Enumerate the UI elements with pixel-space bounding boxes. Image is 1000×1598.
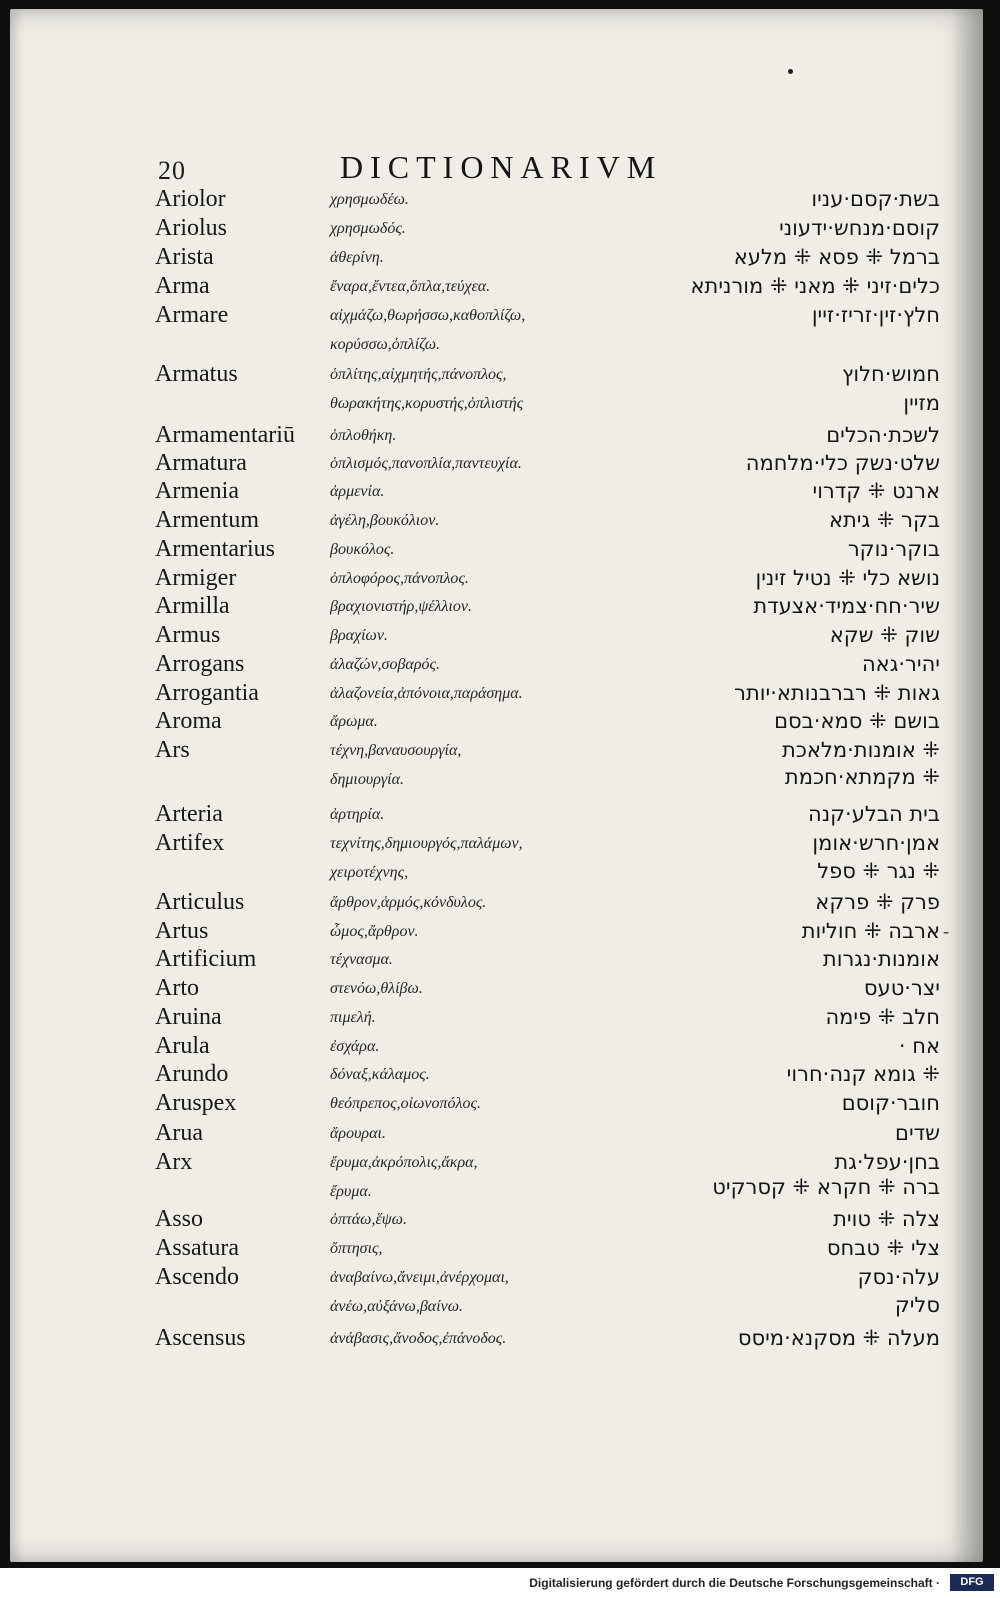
latin-headword: Arua bbox=[155, 1120, 203, 1146]
greek-gloss-continuation: ἔρυμα. bbox=[330, 1183, 372, 1200]
latin-headword: Armare bbox=[155, 302, 229, 328]
latin-headword: Arundo bbox=[155, 1061, 229, 1087]
greek-gloss: ἔναρα,ἔντεα,ὅπλα,τεύχεα. bbox=[330, 278, 491, 295]
greek-gloss: τεχνίτης,δημιουργός,παλάμων, bbox=[330, 835, 523, 852]
greek-gloss: χρησμωδός. bbox=[330, 220, 406, 237]
greek-gloss-continuation: χειροτέχνης, bbox=[330, 864, 409, 881]
entry-row bbox=[10, 737, 983, 767]
hebrew-gloss: שיר·חח·צמיד·אצעדת bbox=[753, 594, 940, 618]
entry-row bbox=[10, 273, 983, 303]
greek-gloss: χρησμωδέω. bbox=[330, 191, 409, 208]
greek-gloss: θεόπρεπος,οἰωνοπόλος. bbox=[330, 1095, 481, 1112]
entry-row bbox=[10, 946, 983, 976]
entry-row bbox=[10, 593, 983, 623]
running-header-title: DICTIONARIVM bbox=[340, 149, 663, 185]
hebrew-gloss: אח · bbox=[898, 1034, 940, 1058]
greek-gloss: ἀνάβασις,ἄνοδος,ἐπάνοδος. bbox=[330, 1330, 507, 1347]
greek-gloss: ὄπτησις, bbox=[330, 1240, 383, 1257]
latin-headword: Arula bbox=[155, 1033, 210, 1059]
latin-headword: Ariolus bbox=[155, 215, 227, 241]
greek-gloss-continuation: κορύσσω,ὁπλίζω. bbox=[330, 336, 441, 353]
greek-gloss: τέχνασμα. bbox=[330, 951, 393, 968]
entry-row bbox=[10, 507, 983, 537]
latin-headword: Armentum bbox=[155, 507, 259, 533]
hebrew-gloss-continuation: סליק bbox=[894, 1293, 940, 1317]
greek-gloss: ἄρωμα. bbox=[330, 713, 378, 730]
footer-credit-text: Digitalisierung gefördert durch die Deutsche Forschungsgemeinschaft · bbox=[529, 1576, 940, 1590]
entry-row bbox=[10, 1206, 983, 1236]
greek-gloss: ὁπλίτης,αἰχμητής,πάνοπλος, bbox=[330, 366, 507, 383]
hebrew-gloss-continuation: ברה ⁜ חקרא ⁜ קסרקיט bbox=[712, 1175, 940, 1199]
page-number: 20 bbox=[158, 156, 186, 185]
entry-row bbox=[10, 215, 983, 245]
greek-gloss: τέχνη,βαναυσουργία, bbox=[330, 742, 462, 759]
hebrew-gloss: בשת·קסם·עניו bbox=[811, 187, 940, 211]
entry-row bbox=[10, 244, 983, 274]
latin-headword: Armentarius bbox=[155, 536, 275, 562]
greek-gloss: ἀθερίνη. bbox=[330, 249, 384, 266]
latin-headword: Ariolor bbox=[155, 186, 226, 212]
hebrew-gloss: עלה·נסק bbox=[857, 1265, 940, 1289]
entry-row bbox=[10, 1061, 983, 1091]
entry-row bbox=[10, 622, 983, 652]
entry-row bbox=[10, 918, 983, 948]
dfg-logo: DFG bbox=[950, 1574, 994, 1591]
latin-headword: Ascensus bbox=[155, 1325, 246, 1351]
latin-headword: Assatura bbox=[155, 1235, 239, 1261]
latin-headword: Arto bbox=[155, 975, 199, 1001]
hebrew-gloss: יהיר·גאה bbox=[861, 652, 940, 676]
greek-gloss: ὁπλοθήκη. bbox=[330, 427, 397, 444]
hebrew-gloss: ארבה ⁜ חוליות bbox=[801, 919, 940, 943]
margin-mark: ‑ bbox=[943, 921, 949, 941]
latin-headword: Artifex bbox=[155, 830, 225, 856]
greek-gloss: βραχιονιστήρ,ψέλλιον. bbox=[330, 598, 472, 615]
latin-headword: Arx bbox=[155, 1149, 193, 1175]
greek-gloss: βουκόλος. bbox=[330, 541, 395, 558]
greek-gloss: αἰχμάζω,θωρήσσω,καθοπλίζω, bbox=[330, 307, 526, 324]
latin-headword: Aruspex bbox=[155, 1090, 237, 1116]
latin-headword: Armenia bbox=[155, 478, 239, 504]
hebrew-gloss-continuation: ⁜ מקמתא·חכמת bbox=[784, 765, 940, 789]
greek-gloss: ἀγέλη,βουκόλιον. bbox=[330, 512, 440, 529]
hebrew-gloss: צלה ⁜ טוית bbox=[833, 1207, 940, 1231]
latin-headword: Arma bbox=[155, 273, 210, 299]
hebrew-gloss: מעלה ⁜ מסקנא·מיסס bbox=[737, 1326, 940, 1350]
hebrew-gloss: כלים·זיני ⁜ מאני ⁜ מורניתא bbox=[690, 274, 940, 298]
entry-row bbox=[10, 975, 983, 1005]
hebrew-gloss: חלב ⁜ פימה bbox=[825, 1005, 940, 1029]
greek-gloss: ἐσχάρα. bbox=[330, 1038, 380, 1055]
greek-gloss: ἀρμενία. bbox=[330, 483, 385, 500]
greek-gloss: ὀπτάω,ἕψω. bbox=[330, 1211, 407, 1228]
entry-row bbox=[10, 889, 983, 919]
latin-headword: Armus bbox=[155, 622, 221, 648]
entry-row bbox=[10, 830, 983, 860]
hebrew-gloss: אומנות·נגרות bbox=[822, 947, 940, 971]
latin-headword: Asso bbox=[155, 1206, 204, 1232]
hebrew-gloss: בית הבלע·קנה bbox=[808, 802, 940, 826]
greek-gloss: ἀλαζών,σοβαρός. bbox=[330, 656, 440, 673]
entry-row bbox=[10, 1120, 983, 1150]
greek-gloss: ἀλαζονεία,ἀπόνοια,παράσημα. bbox=[330, 685, 523, 702]
latin-headword: Aroma bbox=[155, 708, 222, 734]
hebrew-gloss: יצר·טעס bbox=[863, 976, 940, 1000]
latin-headword: Armatus bbox=[155, 361, 238, 387]
latin-headword: Articulus bbox=[155, 889, 245, 915]
book-page bbox=[10, 9, 983, 1562]
greek-gloss: ὦμος,ἄρθρον. bbox=[330, 923, 419, 940]
hebrew-gloss: ⁜ גומא קנה·חרוי bbox=[786, 1062, 940, 1086]
entry-row bbox=[10, 361, 983, 391]
latin-headword: Armiger bbox=[155, 565, 237, 591]
hebrew-gloss-continuation: ⁜ נגר ⁜ ספל bbox=[817, 859, 940, 883]
hebrew-gloss: ברמל ⁜ פסא ⁜ מלעא bbox=[733, 245, 940, 269]
hebrew-gloss: שלט·נשק כלי·מלחמה bbox=[745, 451, 940, 475]
latin-headword: Arrogans bbox=[155, 651, 245, 677]
hebrew-gloss: צלי ⁜ טבחס bbox=[826, 1236, 940, 1260]
hebrew-gloss: חמוש·חלוץ bbox=[842, 362, 940, 386]
entry-row bbox=[10, 1235, 983, 1265]
latin-headword: Armatura bbox=[155, 450, 247, 476]
entry-row bbox=[10, 680, 983, 710]
entry-row bbox=[10, 708, 983, 738]
entry-row bbox=[10, 302, 983, 332]
entry-row bbox=[10, 801, 983, 831]
hebrew-gloss: שוק ⁜ שקא bbox=[829, 623, 940, 647]
hebrew-gloss: אמן·חרש·אומן bbox=[812, 831, 940, 855]
latin-headword: Ars bbox=[155, 737, 190, 763]
greek-gloss: στενόω,θλίβω. bbox=[330, 980, 423, 997]
entry-row bbox=[10, 478, 983, 508]
entry-row bbox=[10, 565, 983, 595]
hebrew-gloss: שדים bbox=[895, 1121, 940, 1145]
greek-gloss: ἀναβαίνω,ἄνειμι,ἀνέρχομαι, bbox=[330, 1269, 509, 1286]
greek-gloss: ὁπλισμός,πανοπλία,παντευχία. bbox=[330, 455, 522, 472]
entry-row bbox=[10, 450, 983, 480]
greek-gloss: βραχίων. bbox=[330, 627, 388, 644]
latin-headword: Armamentariū bbox=[155, 422, 295, 448]
hebrew-gloss: גאות ⁜ רברבנותא·יותר bbox=[734, 681, 940, 705]
entry-row bbox=[10, 536, 983, 566]
greek-gloss-continuation: θωρακήτης,κορυστής,ὁπλιστής bbox=[330, 395, 524, 412]
entry-row bbox=[10, 186, 983, 216]
entry-row bbox=[10, 422, 983, 452]
hebrew-gloss: בושם ⁜ סמא·בסם bbox=[774, 709, 940, 733]
greek-gloss: ἀρτηρία. bbox=[330, 806, 385, 823]
ink-dot bbox=[788, 69, 793, 74]
hebrew-gloss: חלץ·זין·זריז·זיין bbox=[811, 303, 940, 327]
entry-row bbox=[10, 651, 983, 681]
entry-row bbox=[10, 1264, 983, 1294]
greek-gloss-continuation: ἀνέω,αὐξάνω,βαίνω. bbox=[330, 1298, 464, 1315]
entry-row bbox=[10, 1325, 983, 1355]
hebrew-gloss: בחן·עפל·גת bbox=[834, 1150, 940, 1174]
hebrew-gloss: חובר·קוסם bbox=[841, 1091, 940, 1115]
latin-headword: Artificium bbox=[155, 946, 257, 972]
greek-gloss-continuation: δημιουργία. bbox=[330, 771, 405, 788]
entry-row bbox=[10, 1004, 983, 1034]
greek-gloss: δόναξ,κάλαμος. bbox=[330, 1066, 430, 1083]
latin-headword: Aruina bbox=[155, 1004, 222, 1030]
hebrew-gloss: ⁜ אומנות·מלאכת bbox=[781, 738, 940, 762]
hebrew-gloss: נושא כלי ⁜ נטיל זינין bbox=[755, 566, 940, 590]
latin-headword: Arista bbox=[155, 244, 214, 270]
greek-gloss: ἔρυμα,ἀκρόπολις,ἄκρα, bbox=[330, 1154, 478, 1171]
greek-gloss: ἄρουραι. bbox=[330, 1125, 386, 1142]
entry-row bbox=[10, 1033, 983, 1063]
latin-headword: Armilla bbox=[155, 593, 230, 619]
greek-gloss: ἄρθρον,ἁρμός,κόνδυλος. bbox=[330, 894, 487, 911]
latin-headword: Artus bbox=[155, 918, 209, 944]
hebrew-gloss: בקר ⁜ גיתא bbox=[828, 508, 940, 532]
hebrew-gloss: בוקר·נוקר bbox=[847, 537, 940, 561]
latin-headword: Arteria bbox=[155, 801, 223, 827]
latin-headword: Ascendo bbox=[155, 1264, 239, 1290]
hebrew-gloss: קוסם·מנחש·ידעוני bbox=[779, 216, 940, 240]
digitization-footer bbox=[0, 1568, 1000, 1598]
hebrew-gloss: פרק ⁜ פרקא bbox=[815, 890, 940, 914]
hebrew-gloss: לשכת·הכלים bbox=[826, 423, 940, 447]
greek-gloss: ὁπλοφόρος,πάνοπλος. bbox=[330, 570, 469, 587]
hebrew-gloss-continuation: מזיין bbox=[903, 391, 940, 415]
greek-gloss: πιμελή. bbox=[330, 1009, 376, 1026]
entry-row bbox=[10, 1090, 983, 1120]
hebrew-gloss: ארנט ⁜ קדרוי bbox=[812, 479, 940, 503]
latin-headword: Arrogantia bbox=[155, 680, 259, 706]
